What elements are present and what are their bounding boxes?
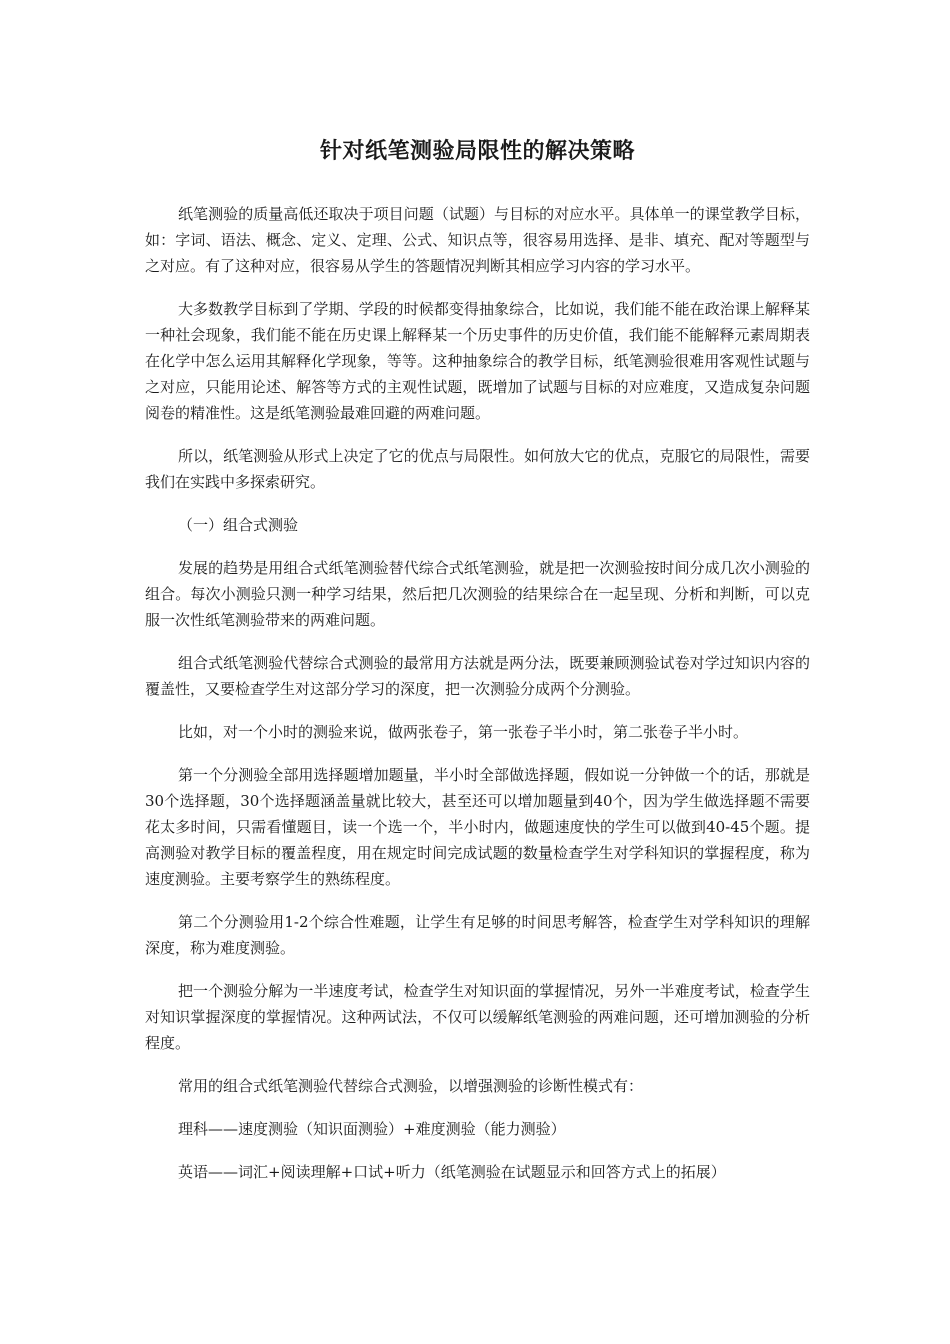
document-title: 针对纸笔测验局限性的解决策略	[319, 139, 635, 164]
paragraph-2: 大多数教学目标到了学期、学段的时候都变得抽象综合，比如说，我们能不能在政治课上解释某一种社会现象，我们能不能在历史课上解释某一个历史事件的历史价值，我们能不能解释元素周期表在化学中怎么运用其解释化学现象，等等。这种抽象综合的教学目标，纸笔测验很难用客观性试题与之对应，只能用论述、解答等方式的主观性试题，既增加了试题与目标的对应难度，又造成复杂问题阅卷的精准性。这是纸笔测验最难回避的两难问题。	[145, 300, 810, 422]
paragraph-8: 第二个分测验用1-2个综合性难题，让学生有足够的时间思考解答，检查学生对学科知识的理解深度，称为难度测验。	[145, 913, 810, 957]
paragraph-1: 纸笔测验的质量高低还取决于项目问题（试题）与目标的对应水平。具体单一的课堂教学目标，如：字词、语法、概念、定义、定理、公式、知识点等，很容易用选择、是非、填充、配对等题型与之对应。有了这种对应，很容易从学生的答题情况判断其相应学习内容的学习水平。	[145, 205, 810, 275]
paragraph-10: 常用的组合式纸笔测验代替综合式测验，以增强测验的诊断性模式有：	[178, 1077, 644, 1095]
paragraph-7: 第一个分测验全部用选择题增加题量，半小时全部做选择题，假如说一分钟做一个的话，那就是30个选择题，30个选择题涵盖量就比较大，甚至还可以增加题量到40个，因为学生做选择题不需要花太多时间，只需看懂题目，读一个选一个，半小时内，做题速度快的学生可以做到40-45个题。提高测验对教学目标的覆盖程度，用在规定时间完成试题的数量检查学生对学科知识的掌握程度，称为速度测验。主要考察学生的熟练程度。	[145, 766, 810, 888]
paragraph-5: 组合式纸笔测验代替综合式测验的最常用方法就是两分法，既要兼顾测验试卷对学过知识内容的覆盖性，又要检查学生对这部分学习的深度，把一次测验分成两个分测验。	[145, 654, 810, 698]
paragraph-6: 比如，对一个小时的测验来说，做两张卷子，第一张卷子半小时，第二张卷子半小时。	[178, 723, 749, 741]
paragraph-4: 发展的趋势是用组合式纸笔测验替代综合式纸笔测验，就是把一次测验按时间分成几次小测验的组合。每次小测验只测一种学习结果，然后把几次测验的结果综合在一起呈现、分析和判断，可以克服一次性纸笔测验带来的两难问题。	[145, 559, 810, 629]
paragraph-9: 把一个测验分解为一半速度考试，检查学生对知识面的掌握情况，另外一半难度考试，检查学生对知识掌握深度的掌握情况。这种两试法，不仅可以缓解纸笔测验的两难问题，还可增加测验的分析程度。	[145, 982, 810, 1052]
section-heading: （一）组合式测验	[178, 516, 299, 534]
paragraph-11: 理科——速度测验（知识面测验）+难度测验（能力测验）	[178, 1120, 566, 1138]
paragraph-3: 所以，纸笔测验从形式上决定了它的优点与局限性。如何放大它的优点，克服它的局限性，需要我们在实践中多探索研究。	[145, 447, 810, 491]
document-page	[145, 133, 810, 1202]
paragraph-12: 英语——词汇+阅读理解+口试+听力（纸笔测验在试题显示和回答方式上的拓展）	[178, 1163, 726, 1181]
